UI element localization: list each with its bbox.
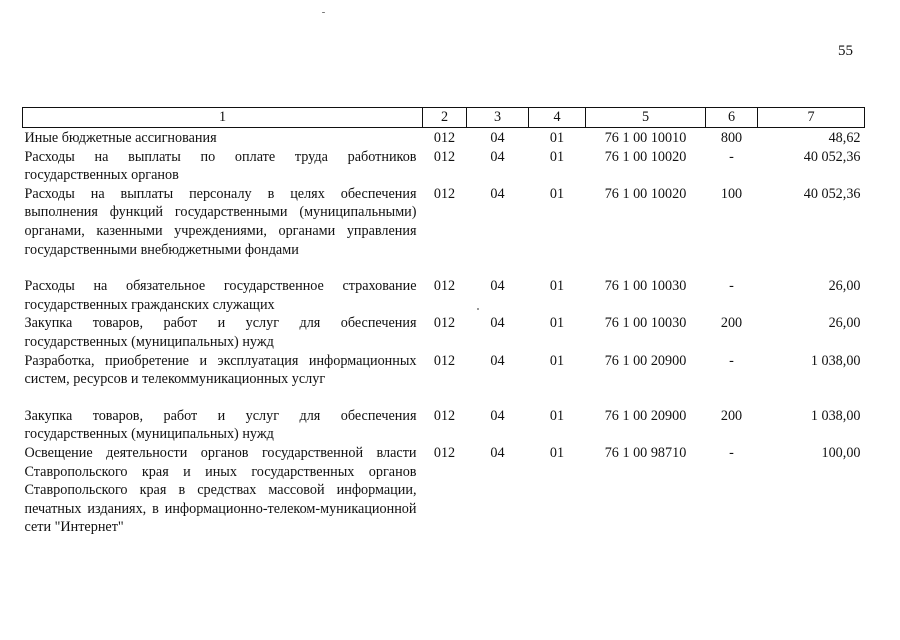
row-code-ministry: 012 bbox=[433, 352, 456, 369]
table-row bbox=[23, 185, 865, 277]
row-amount: 48,62 bbox=[828, 130, 861, 146]
row-code-subsection: 01 bbox=[549, 278, 565, 295]
row-amount: 26,00 bbox=[828, 315, 861, 332]
column-header-5: 5 bbox=[586, 108, 706, 128]
row-code-expense-type: 800 bbox=[720, 130, 743, 146]
row-code-subsection: 01 bbox=[549, 148, 565, 165]
row-name: Расходы на выплаты по оплате труда работников государственных органов bbox=[24, 148, 417, 184]
row-code-section: 04 bbox=[490, 278, 505, 295]
row-amount: 40 052,36 bbox=[803, 148, 861, 165]
scan-speck bbox=[322, 12, 325, 13]
row-code-subsection: 01 bbox=[549, 444, 565, 461]
row-code-target: 76 1 00 10030 bbox=[604, 278, 687, 295]
table-row bbox=[23, 352, 865, 407]
row-code-subsection: 01 bbox=[549, 185, 565, 202]
row-code-target: 76 1 00 10020 bbox=[604, 185, 687, 202]
row-code-section: 04 bbox=[490, 444, 505, 461]
row-code-ministry: 012 bbox=[433, 315, 456, 332]
table-row bbox=[23, 444, 865, 537]
row-code-expense-type: - bbox=[729, 148, 734, 165]
row-name: Закупка товаров, работ и услуг для обеспечения государственных (муниципальных) нужд bbox=[24, 407, 417, 443]
row-name: Иные бюджетные ассигнования bbox=[24, 130, 217, 146]
table-header-row bbox=[23, 108, 865, 128]
row-code-section: 04 bbox=[490, 148, 505, 165]
row-amount: 1 038,00 bbox=[810, 352, 861, 369]
row-code-expense-type: 100 bbox=[720, 185, 743, 202]
row-code-subsection: 01 bbox=[549, 130, 565, 146]
row-code-ministry: 012 bbox=[433, 148, 456, 165]
row-code-section: 04 bbox=[490, 352, 505, 369]
row-name: Освещение деятельности органов государственной власти Ставропольского края и иных государственных органов Ставропольского края в средствах массовой информации, печатных изданиях, в информационно-телеком-муникационной сети "Интернет" bbox=[24, 444, 417, 536]
row-amount: 40 052,36 bbox=[803, 185, 861, 202]
row-code-target: 76 1 00 10010 bbox=[604, 130, 687, 146]
row-amount: 1 038,00 bbox=[810, 407, 861, 424]
row-name: Расходы на выплаты персоналу в целях обеспечения выполнения функций государственными (муниципальными) органами, казенными учреждениями, органами управления государственными внебюджетными фондами bbox=[24, 185, 417, 258]
table-row bbox=[23, 148, 865, 185]
scan-speck bbox=[477, 308, 479, 310]
row-code-ministry: 012 bbox=[433, 407, 456, 424]
column-header-1: 1 bbox=[23, 108, 423, 128]
table-row bbox=[23, 128, 865, 148]
row-name: Закупка товаров, работ и услуг для обеспечения государственных (муниципальных) нужд bbox=[24, 315, 417, 350]
column-header-7: 7 bbox=[758, 108, 865, 128]
row-amount: 26,00 bbox=[828, 278, 861, 295]
row-code-target: 76 1 00 98710 bbox=[604, 444, 687, 461]
table-row bbox=[23, 277, 865, 314]
row-code-subsection: 01 bbox=[549, 315, 565, 332]
table-row bbox=[23, 407, 865, 444]
row-code-target: 76 1 00 20900 bbox=[604, 352, 687, 369]
row-code-section: 04 bbox=[490, 407, 505, 424]
row-code-ministry: 012 bbox=[433, 278, 456, 295]
row-code-expense-type: 200 bbox=[720, 315, 743, 332]
column-header-6: 6 bbox=[706, 108, 758, 128]
row-code-target: 76 1 00 20900 bbox=[604, 407, 687, 424]
column-header-3: 3 bbox=[467, 108, 529, 128]
row-code-target: 76 1 00 10030 bbox=[604, 315, 687, 332]
row-code-subsection: 01 bbox=[549, 407, 565, 424]
page-number: 55 bbox=[838, 43, 853, 59]
row-amount: 100,00 bbox=[821, 444, 861, 461]
row-code-expense-type: - bbox=[729, 278, 734, 295]
row-code-section: 04 bbox=[490, 130, 505, 146]
row-code-target: 76 1 00 10020 bbox=[604, 148, 687, 165]
row-code-subsection: 01 bbox=[549, 352, 565, 369]
row-code-section: 04 bbox=[490, 185, 505, 202]
budget-table bbox=[22, 107, 865, 537]
column-header-4: 4 bbox=[529, 108, 586, 128]
row-name: Расходы на обязательное государственное страхование государственных гражданских служащих bbox=[24, 278, 417, 313]
column-header-2: 2 bbox=[423, 108, 467, 128]
row-code-expense-type: - bbox=[729, 444, 734, 461]
row-name: Разработка, приобретение и эксплуатация информационных систем, ресурсов и телекоммуникационных услуг bbox=[24, 352, 417, 388]
row-code-ministry: 012 bbox=[433, 130, 456, 146]
row-code-ministry: 012 bbox=[433, 444, 456, 461]
row-code-section: 04 bbox=[490, 315, 505, 332]
row-code-ministry: 012 bbox=[433, 185, 456, 202]
row-code-expense-type: 200 bbox=[720, 407, 743, 424]
row-code-expense-type: - bbox=[729, 352, 734, 369]
table-row bbox=[23, 314, 865, 351]
